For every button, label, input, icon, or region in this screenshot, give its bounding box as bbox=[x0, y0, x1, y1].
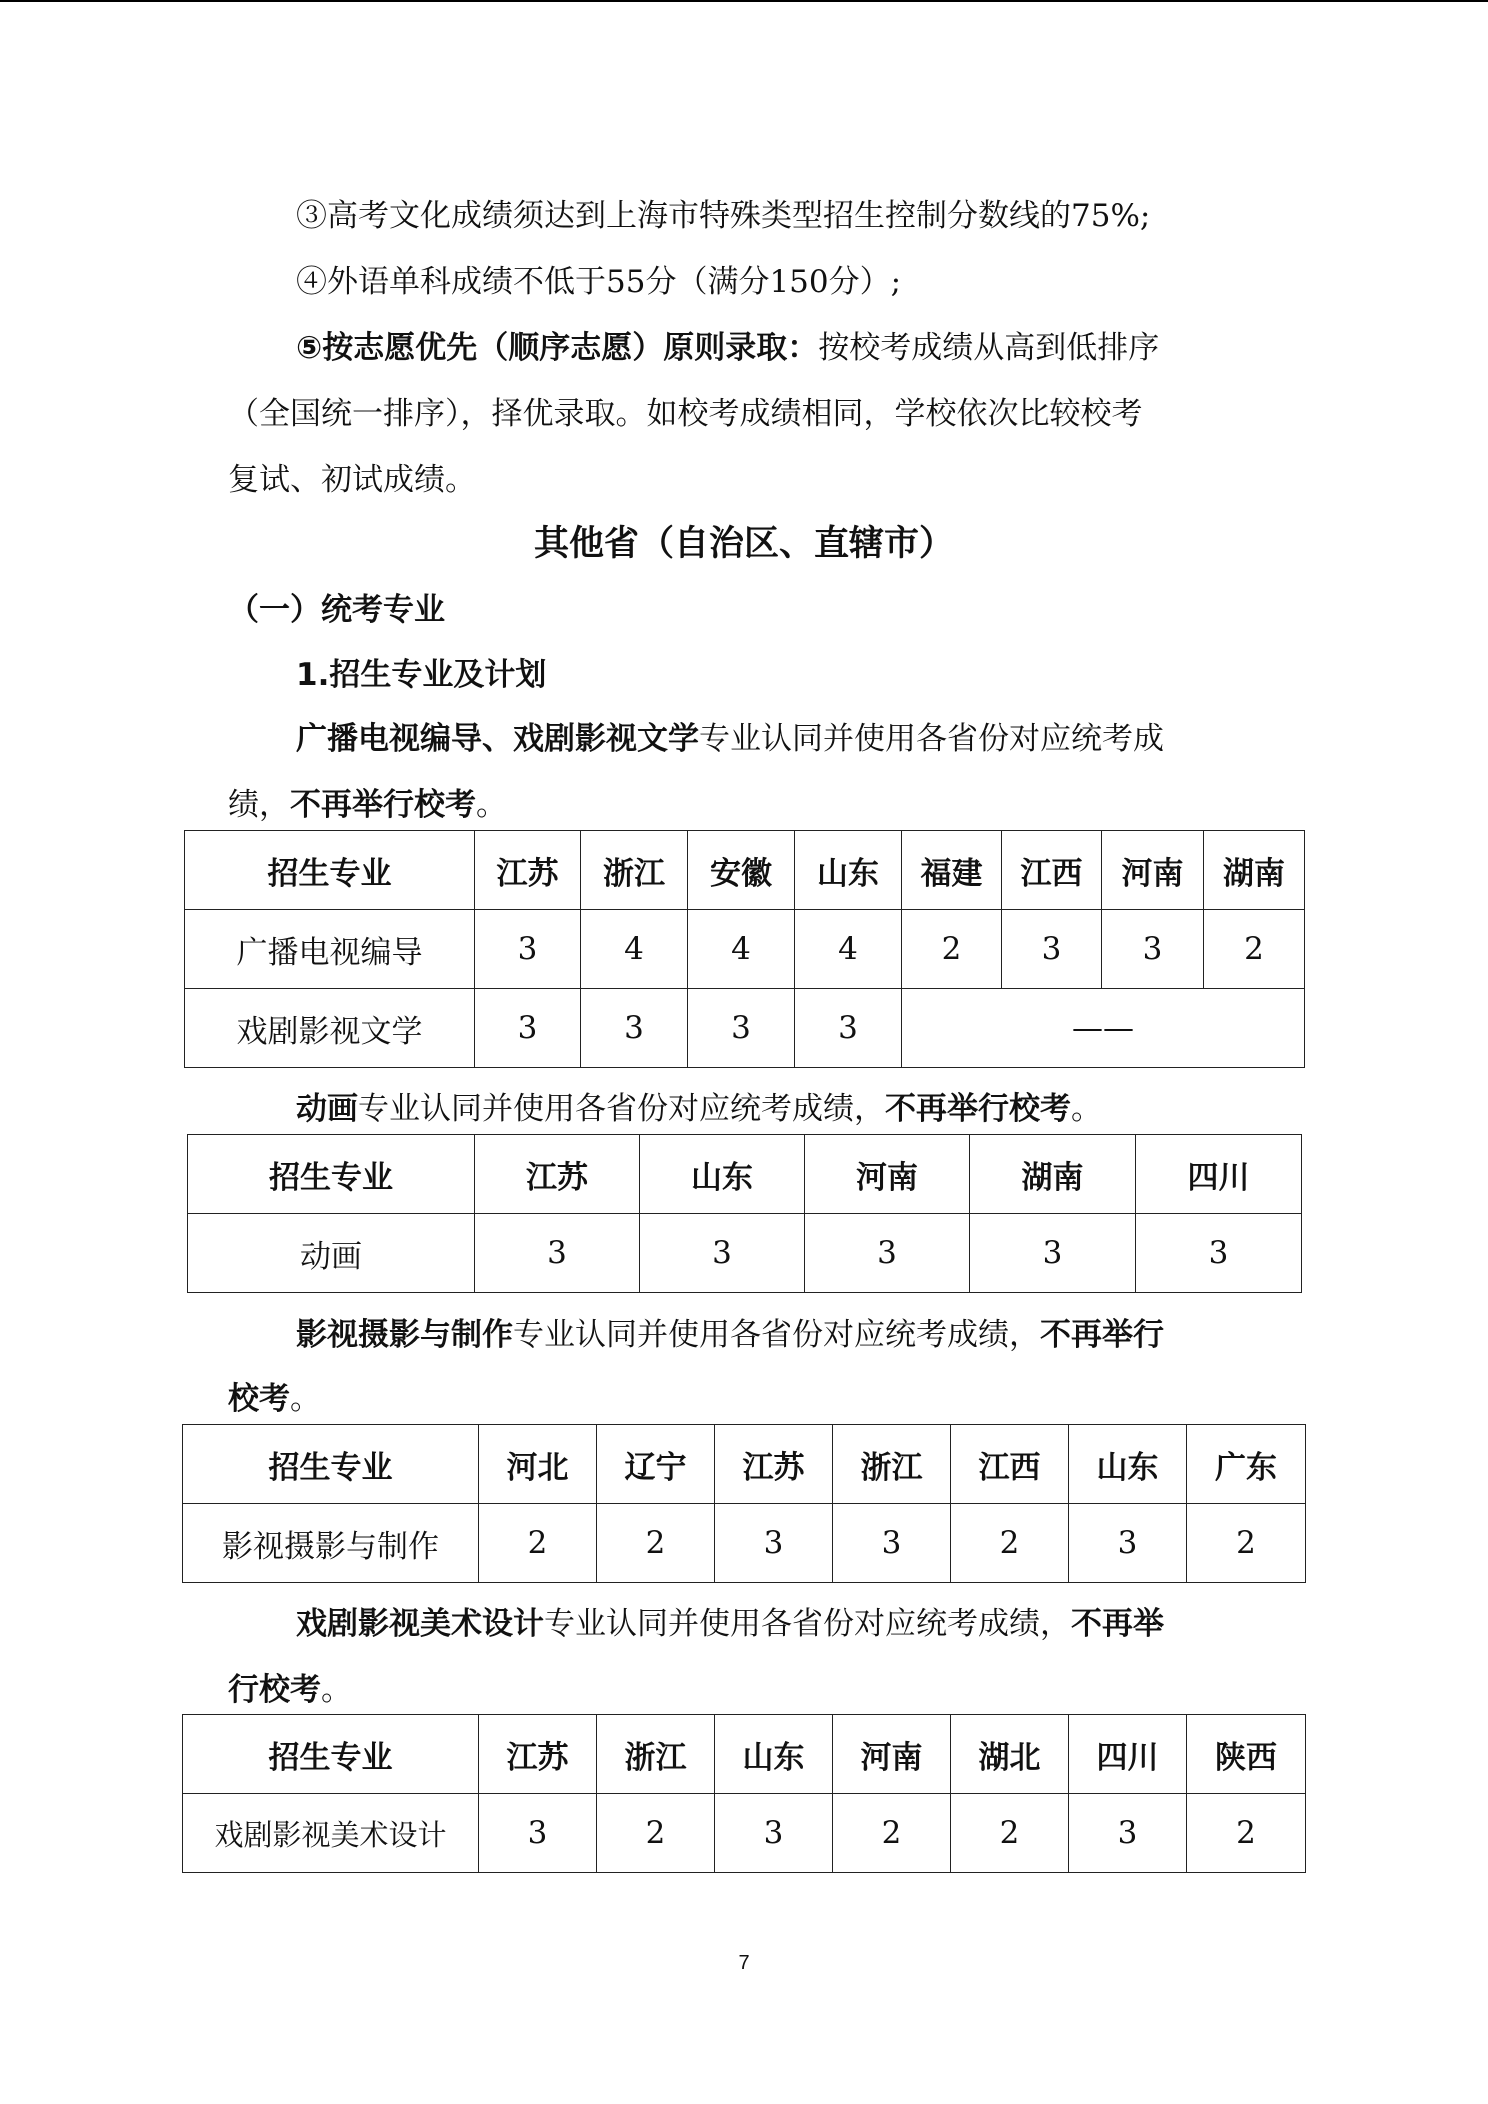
table-cell: 3 bbox=[833, 1504, 951, 1583]
paragraph-item-5-text: 按校考成绩从高到低排序 bbox=[818, 330, 1160, 366]
table-cell: 3 bbox=[581, 989, 688, 1068]
page-number: 7 bbox=[738, 1952, 750, 1974]
paragraph-item-3: ③高考文化成绩须达到上海市特殊类型招生控制分数线的75%; bbox=[296, 198, 1151, 234]
table-cell-not-offered: —— bbox=[902, 989, 1305, 1068]
table-header-cell: 广东 bbox=[1187, 1425, 1306, 1504]
intro-2-no-exam: 不再举行校考 bbox=[885, 1091, 1071, 1127]
table-cell: 3 bbox=[640, 1214, 805, 1293]
intro-paragraph-2 bbox=[296, 1089, 1102, 1129]
page-top-border bbox=[0, 0, 1488, 2]
table-cell: 3 bbox=[805, 1214, 970, 1293]
table-row bbox=[188, 1214, 1302, 1293]
table-cell: 3 bbox=[715, 1794, 833, 1873]
table-header-cell: 陕西 bbox=[1187, 1715, 1306, 1794]
table-cell: 4 bbox=[581, 910, 688, 989]
table-cell: 2 bbox=[951, 1504, 1069, 1583]
table-cell: 3 bbox=[715, 1504, 833, 1583]
table-row bbox=[183, 1504, 1306, 1583]
paragraph-item-4: ④外语单科成绩不低于55分（满分150分）; bbox=[296, 264, 902, 300]
table-header-cell: 江西 bbox=[951, 1425, 1069, 1504]
table-cell: 3 bbox=[1002, 910, 1102, 989]
table-row bbox=[183, 1794, 1306, 1873]
table-header-cell: 江苏 bbox=[479, 1715, 597, 1794]
intro-paragraph-1 bbox=[296, 719, 1164, 759]
table-header-row bbox=[183, 1425, 1306, 1504]
table-cell: 3 bbox=[1102, 910, 1204, 989]
table-header-cell: 招生专业 bbox=[183, 1715, 479, 1794]
table-cell: 戏剧影视文学 bbox=[185, 989, 475, 1068]
intro-3-major: 影视摄影与制作 bbox=[296, 1317, 513, 1353]
paragraph-item-5-line2: （全国统一排序），择优录取。如校考成绩相同，学校依次比较校考 bbox=[228, 396, 1143, 432]
intro-paragraph-4-line2 bbox=[228, 1670, 352, 1710]
intro-4-text: 专业认同并使用各省份对应统考成绩， bbox=[544, 1606, 1071, 1642]
table-cell: 2 bbox=[951, 1794, 1069, 1873]
subsection-title: 1.招生专业及计划 bbox=[296, 657, 547, 693]
table-header-cell: 浙江 bbox=[581, 831, 688, 910]
paragraph-item-5-bold: ⑤按志愿优先（顺序志愿）原则录取： bbox=[296, 330, 819, 366]
intro-4-end: 。 bbox=[321, 1672, 352, 1708]
table-header-cell: 河南 bbox=[833, 1715, 951, 1794]
table-header-cell: 山东 bbox=[795, 831, 902, 910]
table-header-cell: 辽宁 bbox=[597, 1425, 715, 1504]
table-cell: 3 bbox=[475, 910, 581, 989]
intro-2-major: 动画 bbox=[296, 1091, 358, 1127]
table-header-cell: 河南 bbox=[1102, 831, 1204, 910]
table-header-cell: 四川 bbox=[1069, 1715, 1187, 1794]
table-header-cell: 江苏 bbox=[475, 831, 581, 910]
table-header-cell: 河北 bbox=[479, 1425, 597, 1504]
table-header-cell: 招生专业 bbox=[188, 1135, 475, 1214]
table-header-cell: 浙江 bbox=[833, 1425, 951, 1504]
table-header-row bbox=[188, 1135, 1302, 1214]
table-cell: 3 bbox=[475, 989, 581, 1068]
table-header-cell: 江苏 bbox=[475, 1135, 640, 1214]
table-cell: 广播电视编导 bbox=[185, 910, 475, 989]
table-cell: 2 bbox=[902, 910, 1002, 989]
table-header-cell: 湖南 bbox=[970, 1135, 1136, 1214]
table-header-cell: 湖北 bbox=[951, 1715, 1069, 1794]
plan-table-4 bbox=[182, 1714, 1306, 1873]
table-header-row bbox=[183, 1715, 1306, 1794]
table-cell: 影视摄影与制作 bbox=[183, 1504, 479, 1583]
plan-table-1 bbox=[184, 830, 1305, 1068]
table-cell: 2 bbox=[833, 1794, 951, 1873]
table-cell: 2 bbox=[479, 1504, 597, 1583]
table-header-cell: 山东 bbox=[640, 1135, 805, 1214]
table-cell: 3 bbox=[479, 1794, 597, 1873]
table-cell: 3 bbox=[1136, 1214, 1302, 1293]
table-header-row bbox=[185, 831, 1305, 910]
intro-1-majors: 广播电视编导、戏剧影视文学 bbox=[296, 721, 699, 757]
table-header-cell: 招生专业 bbox=[183, 1425, 479, 1504]
table-cell: 动画 bbox=[188, 1214, 475, 1293]
paragraph-item-5-line3: 复试、初试成绩。 bbox=[228, 462, 476, 498]
table-header-cell: 山东 bbox=[1069, 1425, 1187, 1504]
table-row bbox=[185, 989, 1305, 1068]
intro-paragraph-3 bbox=[296, 1315, 1164, 1355]
intro-paragraph-1-line2 bbox=[228, 785, 507, 825]
table-cell: 2 bbox=[597, 1504, 715, 1583]
table-cell: 4 bbox=[688, 910, 795, 989]
table-cell: 2 bbox=[1204, 910, 1305, 989]
section-heading: 其他省（自治区、直辖市） bbox=[533, 524, 954, 564]
intro-3-no-exam-cont: 校考 bbox=[228, 1381, 290, 1417]
intro-2-text: 专业认同并使用各省份对应统考成绩， bbox=[358, 1091, 885, 1127]
table-header-cell: 安徽 bbox=[688, 831, 795, 910]
table-header-cell: 江西 bbox=[1002, 831, 1102, 910]
table-cell: 3 bbox=[688, 989, 795, 1068]
intro-1-line2-end: 。 bbox=[476, 787, 507, 823]
table-header-cell: 山东 bbox=[715, 1715, 833, 1794]
table-cell: 3 bbox=[795, 989, 902, 1068]
intro-2-end: 。 bbox=[1071, 1091, 1102, 1127]
intro-3-end: 。 bbox=[290, 1381, 321, 1417]
table-row bbox=[185, 910, 1305, 989]
table-header-cell: 湖南 bbox=[1204, 831, 1305, 910]
table-cell: 3 bbox=[970, 1214, 1136, 1293]
table-cell: 3 bbox=[475, 1214, 640, 1293]
table-header-cell: 浙江 bbox=[597, 1715, 715, 1794]
intro-3-text: 专业认同并使用各省份对应统考成绩， bbox=[513, 1317, 1040, 1353]
intro-4-no-exam: 不再举 bbox=[1071, 1606, 1164, 1642]
intro-4-major: 戏剧影视美术设计 bbox=[296, 1606, 544, 1642]
intro-1-no-exam: 不再举行校考 bbox=[290, 787, 476, 823]
table-cell: 2 bbox=[1187, 1504, 1306, 1583]
intro-3-no-exam: 不再举行 bbox=[1040, 1317, 1164, 1353]
intro-paragraph-3-line2 bbox=[228, 1379, 321, 1419]
intro-4-no-exam-cont: 行校考 bbox=[228, 1672, 321, 1708]
section-title: （一）统考专业 bbox=[228, 592, 445, 628]
table-cell: 2 bbox=[597, 1794, 715, 1873]
table-header-cell: 招生专业 bbox=[185, 831, 475, 910]
table-cell: 4 bbox=[795, 910, 902, 989]
paragraph-item-5 bbox=[296, 328, 1159, 368]
table-cell: 戏剧影视美术设计 bbox=[183, 1794, 479, 1873]
table-header-cell: 江苏 bbox=[715, 1425, 833, 1504]
table-header-cell: 河南 bbox=[805, 1135, 970, 1214]
intro-paragraph-4 bbox=[296, 1604, 1164, 1644]
intro-1-text: 专业认同并使用各省份对应统考成 bbox=[699, 721, 1164, 757]
table-header-cell: 四川 bbox=[1136, 1135, 1302, 1214]
table-cell: 3 bbox=[1069, 1794, 1187, 1873]
table-header-cell: 福建 bbox=[902, 831, 1002, 910]
plan-table-3 bbox=[182, 1424, 1306, 1583]
table-cell: 3 bbox=[1069, 1504, 1187, 1583]
plan-table-2 bbox=[187, 1134, 1302, 1293]
intro-1-line2-text: 绩， bbox=[228, 787, 290, 823]
table-cell: 2 bbox=[1187, 1794, 1306, 1873]
